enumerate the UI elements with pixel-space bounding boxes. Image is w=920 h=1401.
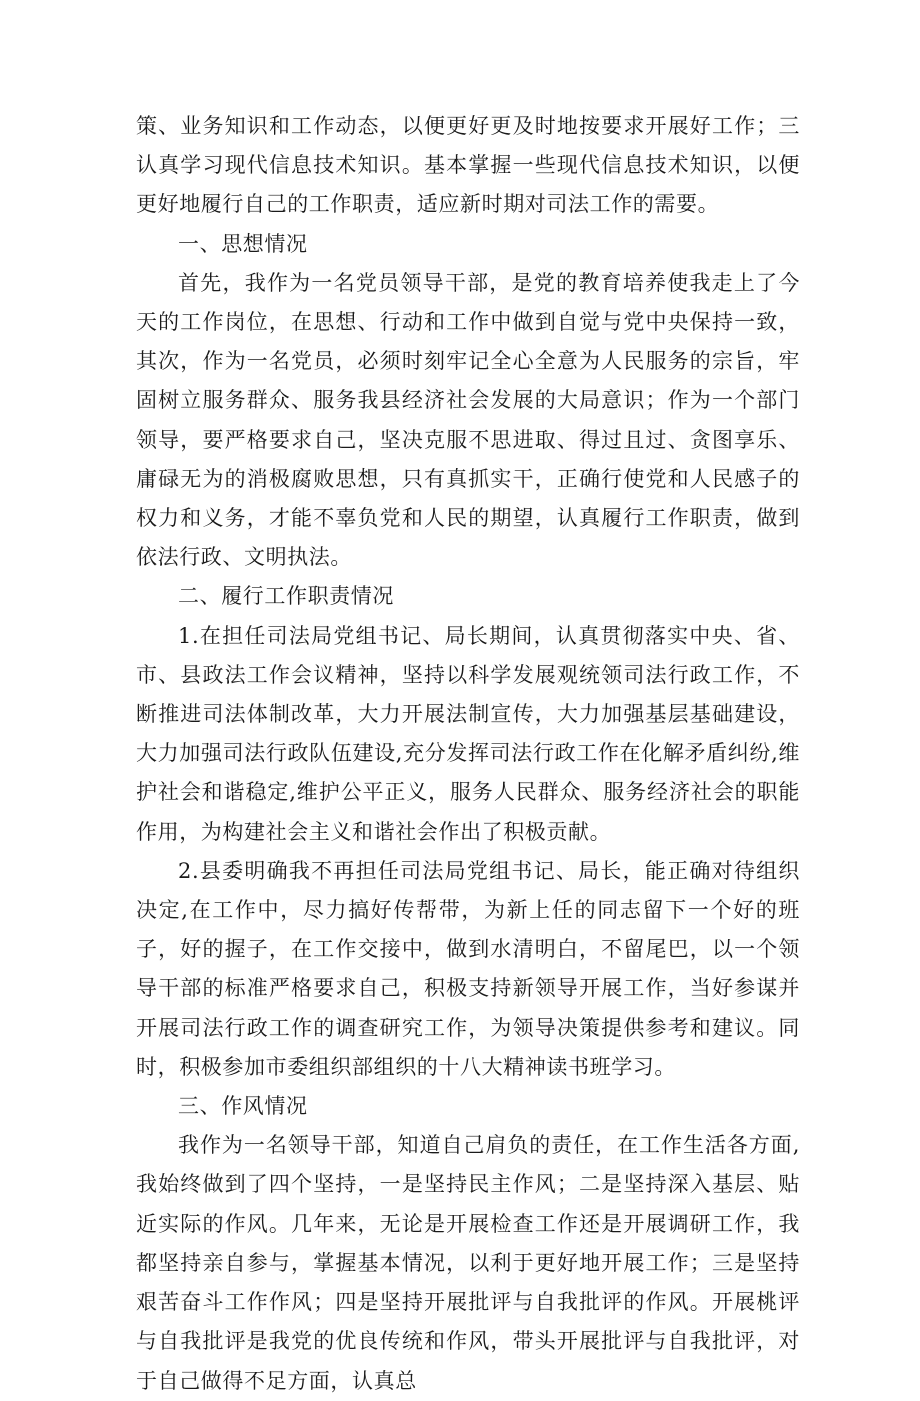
paragraph-style: 我作为一名领导干部，知道自己肩负的责任，在工作生活各方面,我始终做到了四个坚持，一是坚持民主作风；二是坚持深入基层、贴近实际的作风。几年来，无论是开展检查工作还是开展调研工作，我都坚持亲自参与，掌握基本情况，以利于更好地开展工作；三是坚持艰苦奋斗工作作风；四是坚持开展批评与自我批评的作风。开展桃评与自我批评是我党的优良传统和作风，带头开展批评与自我批评，对于自己做得不足方面，认真总 [136,1133,800,1393]
paragraph-continuation: 策、业务知识和工作动态，以便更好更及时地按要求开展好工作；三认真学习现代信息技术知识。基本掌握一些现代信息技术知识，以便更好地履行自己的工作职责，适应新时期对司法工作的需要。 [136,114,800,217]
section-heading-thought: 一、思想情况 [178,231,308,256]
paragraph-duties-1: 1.在担任司法局党组书记、局长期间，认真贯彻落实中央、省、市、县政法工作会议精神，坚持以科学发展观统领司法行政工作，不断推进司法体制改革，大力开展法制宣传，大力加强基层基础建设，大力加强司法行政队伍建设,充分发挥司法行政工作在化解矛盾纠纷,维护社会和谐稳定,维护公平正义，服务人民群众、服务经济社会的职能作用，为构建社会主义和谐社会作出了积极贡献。 [136,623,800,844]
paragraph-thought: 首先，我作为一名党员领导干部，是党的教育培养使我走上了今天的工作岗位，在思想、行动和工作中做到自觉与党中央保持一致，其次，作为一名党员，必须时刻牢记全心全意为人民服务的宗旨，牢固树立服务群众、服务我县经济社会发展的大局意识；作为一个部门领导，要严格要求自己，坚决克服不思进取、得过且过、贪图享乐、庸碌无为的消极腐败思想，只有真抓实干，正确行使党和人民感子的权力和义务，才能不辜负党和人民的期望，认真履行工作职责，做到依法行政、文明执法。 [136,270,800,570]
paragraph-duties-2: 2.县委明确我不再担任司法局党组书记、局长，能正确对待组织决定,在工作中，尽力搞好传帮带，为新上任的同志留下一个好的班子，好的握子，在工作交接中，做到水清明白，不留尾巴，以一个领导干部的标准严格要求自己，积极支持新领导开展工作，当好参谋并开展司法行政工作的调查研究工作，为领导决策提供参考和建议。同时，积极参加市委组织部组织的十八大精神读书班学习。 [136,858,800,1079]
section-heading-style: 三、作风情况 [178,1094,308,1119]
section-heading-duties: 二、履行工作职责情况 [178,584,394,609]
document-page [136,107,800,1401]
